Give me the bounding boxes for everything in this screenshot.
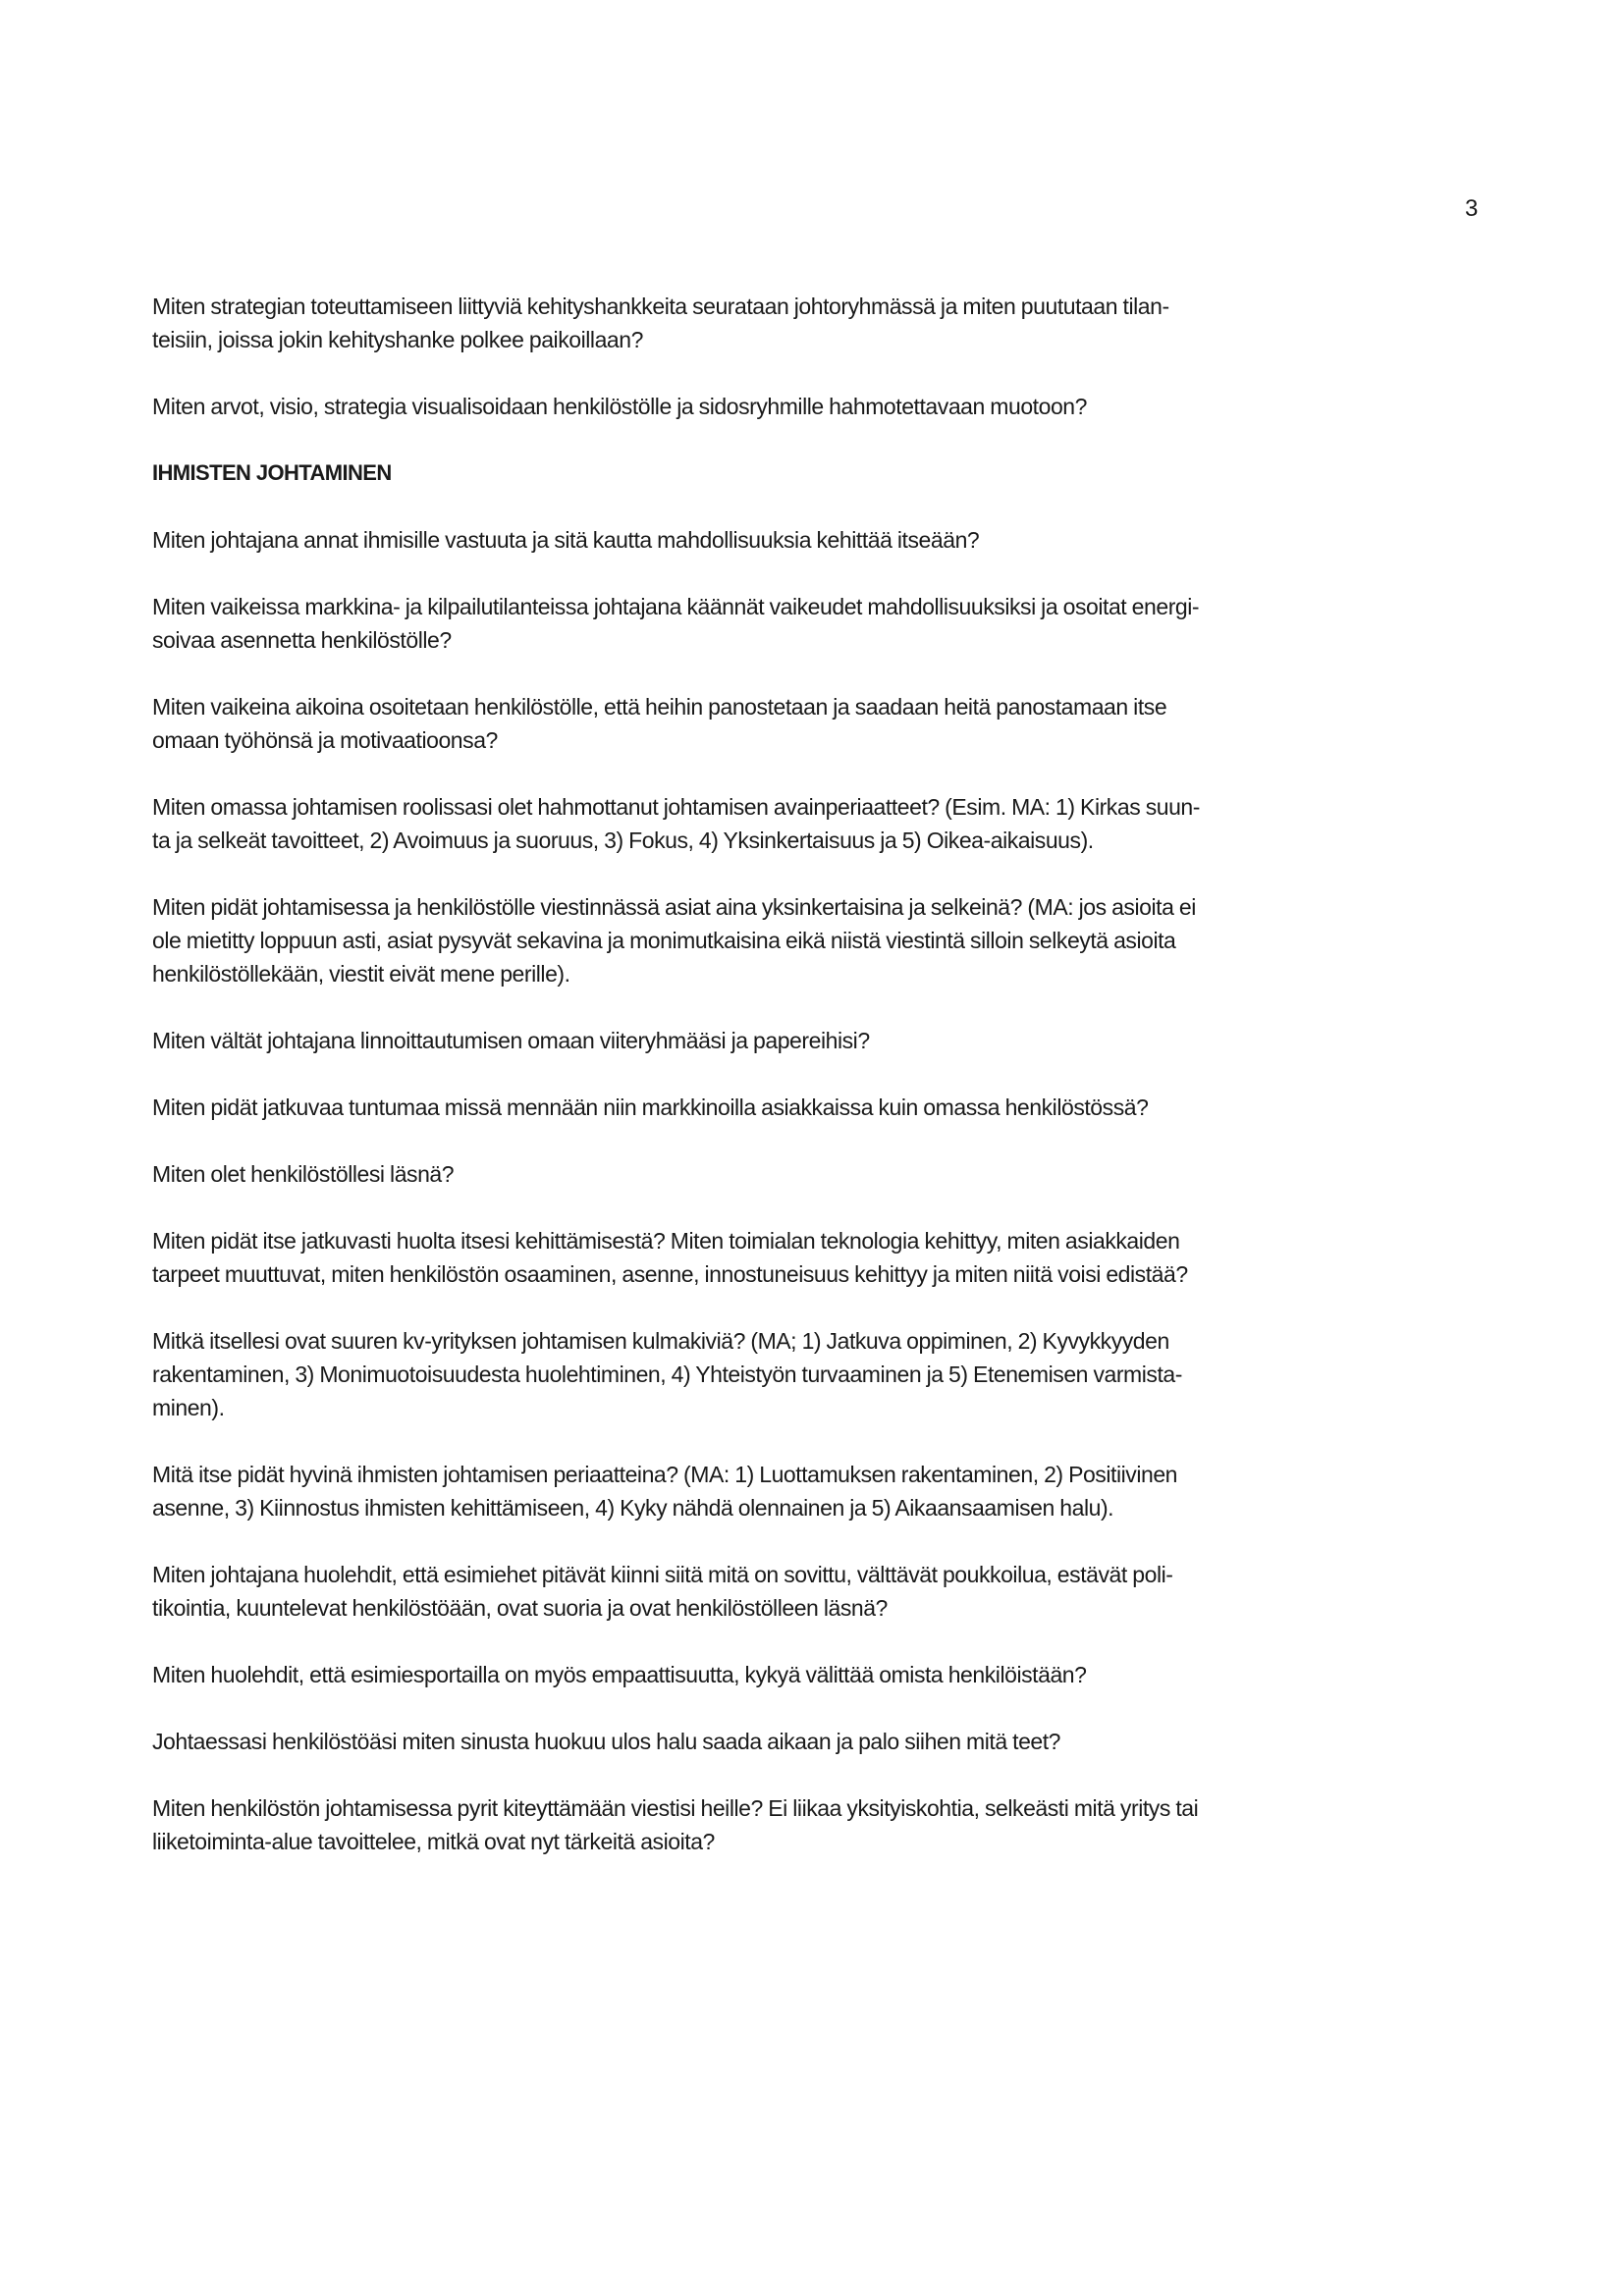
question-paragraph [152, 1558, 1492, 1625]
text-line: tarpeet muuttuvat, miten henkilöstön osaaminen, asenne, innostuneisuus kehittyy ja miten niitä voisi edistää? [152, 1261, 1188, 1287]
text-line: ole mietitty loppuun asti, asiat pysyvät sekavina ja monimutkaisina eikä niistä viestintä silloin selkeytä asioita [152, 928, 1176, 953]
page-number: 3 [1465, 195, 1479, 222]
text-line: henkilöstöllekään, viestit eivät mene perille). [152, 961, 570, 987]
question-paragraph [152, 1658, 1492, 1691]
text-line: minen). [152, 1395, 225, 1420]
text-line: asenne, 3) Kiinnostus ihmisten kehittämiseen, 4) Kyky nähdä olennainen ja 5) Aikaansaamisen halu). [152, 1495, 1114, 1521]
text-line: Miten olet henkilöstöllesi läsnä? [152, 1161, 455, 1187]
text-line: Miten huolehdit, että esimiesportailla on myös empaattisuutta, kykyä välittää omista henkilöistään? [152, 1662, 1087, 1687]
text-line: soivaa asennetta henkilöstölle? [152, 627, 452, 653]
question-paragraph [152, 1157, 1492, 1191]
question-paragraph [152, 390, 1492, 423]
text-line: Miten pidät johtamisessa ja henkilöstölle viestinnässä asiat aina yksinkertaisina ja selkeinä? (MA: jos asioita ei [152, 894, 1196, 920]
text-line: omaan työhönsä ja motivaatioonsa? [152, 727, 498, 753]
section-heading: IHMISTEN JOHTAMINEN [152, 460, 392, 485]
text-line: tikointia, kuuntelevat henkilöstöään, ovat suoria ja ovat henkilöstölleen läsnä? [152, 1595, 888, 1621]
page-content [152, 290, 1492, 1892]
question-paragraph [152, 1725, 1492, 1758]
text-line: Johtaessasi henkilöstöäsi miten sinusta huokuu ulos halu saada aikaan ja palo siihen mitä teet? [152, 1729, 1061, 1754]
question-paragraph [152, 1224, 1492, 1291]
question-paragraph [152, 1458, 1492, 1524]
text-line: Miten pidät itse jatkuvasti huolta itsesi kehittämisestä? Miten toimialan teknologia kehittyy, miten asiakkaiden [152, 1228, 1180, 1254]
question-paragraph [152, 1024, 1492, 1057]
text-line: Miten henkilöstön johtamisessa pyrit kiteyttämään viestisi heille? Ei liikaa yksityiskohtia, selkeästi mitä yritys tai [152, 1795, 1199, 1821]
question-paragraph [152, 590, 1492, 657]
question-paragraph [152, 1324, 1492, 1424]
question-paragraph [152, 1791, 1492, 1858]
question-paragraph [152, 690, 1492, 757]
text-line: Mitä itse pidät hyvinä ihmisten johtamisen periaatteina? (MA: 1) Luottamuksen rakentaminen, 2) Positiivinen [152, 1462, 1178, 1487]
question-paragraph [152, 1091, 1492, 1124]
text-line: Miten arvot, visio, strategia visualisoidaan henkilöstölle ja sidosryhmille hahmotettavaan muotoon? [152, 394, 1087, 419]
question-paragraph [152, 790, 1492, 857]
text-line: Miten vaikeina aikoina osoitetaan henkilöstölle, että heihin panostetaan ja saadaan heitä panostamaan itse [152, 694, 1167, 720]
text-line: ta ja selkeät tavoitteet, 2) Avoimuus ja suoruus, 3) Fokus, 4) Yksinkertaisuus ja 5) Oikea-aikaisuus). [152, 828, 1094, 853]
text-line: teisiin, joissa jokin kehityshanke polkee paikoillaan? [152, 327, 643, 352]
text-line: Mitkä itsellesi ovat suuren kv-yrityksen johtamisen kulmakiviä? (MA; 1) Jatkuva oppiminen, 2) Kyvykkyyden [152, 1328, 1169, 1354]
text-line: Miten vältät johtajana linnoittautumisen omaan viiteryhmääsi ja papereihisi? [152, 1028, 870, 1053]
text-line: Miten vaikeissa markkina- ja kilpailutilanteissa johtajana käännät vaikeudet mahdollisuuksiksi ja osoitat energi- [152, 594, 1200, 619]
text-line: Miten omassa johtamisen roolissasi olet hahmottanut johtamisen avainperiaatteet? (Esim. MA: 1) Kirkas suun- [152, 794, 1200, 820]
text-line: rakentaminen, 3) Monimuotoisuudesta huolehtiminen, 4) Yhteistyön turvaaminen ja 5) Etenemisen varmista- [152, 1362, 1182, 1387]
question-paragraph [152, 523, 1492, 557]
question-paragraph [152, 890, 1492, 990]
text-line: Miten johtajana huolehdit, että esimiehet pitävät kiinni siitä mitä on sovittu, välttävät poukkoilua, estävät poli- [152, 1562, 1173, 1587]
text-line: liiketoiminta-alue tavoittelee, mitkä ovat nyt tärkeitä asioita? [152, 1829, 715, 1854]
question-paragraph [152, 290, 1492, 356]
text-line: Miten pidät jatkuvaa tuntumaa missä mennään niin markkinoilla asiakkaissa kuin omassa henkilöstössä? [152, 1095, 1149, 1120]
text-line: Miten johtajana annat ihmisille vastuuta ja sitä kautta mahdollisuuksia kehittää itseään? [152, 527, 980, 553]
text-line: Miten strategian toteuttamiseen liittyviä kehityshankkeita seurataan johtoryhmässä ja miten puututaan tilan- [152, 294, 1169, 319]
